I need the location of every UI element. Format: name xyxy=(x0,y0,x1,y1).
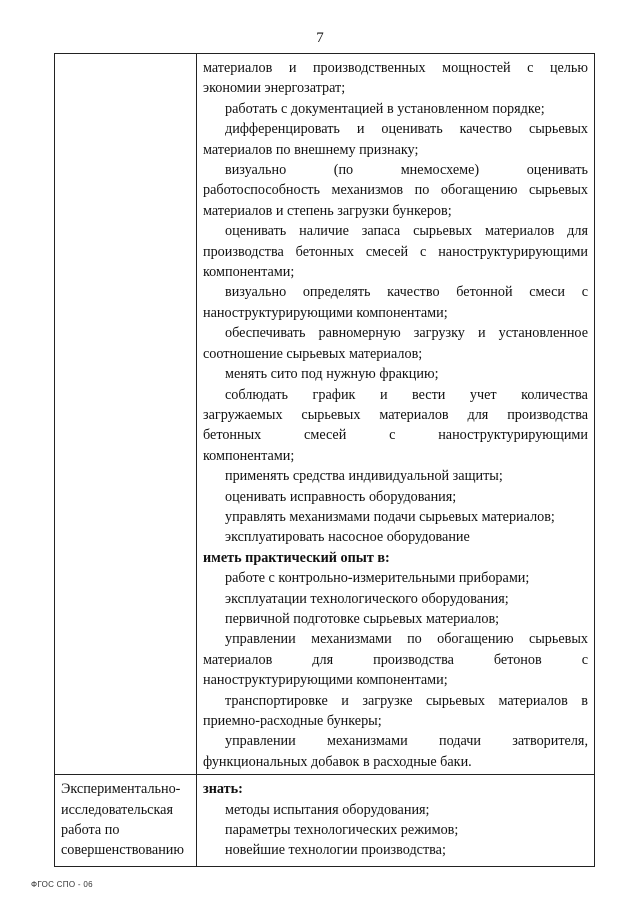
requirement-line: производства бетонных смесей с наноструктурирующими xyxy=(203,243,588,260)
requirement-line: экономии энергозатрат; xyxy=(203,80,346,97)
table-row xyxy=(55,54,595,775)
activity-name-line: исследовательская xyxy=(61,801,173,818)
requirement-line: методы испытания оборудования; xyxy=(225,801,430,818)
table-row xyxy=(55,775,595,867)
requirement-line: обеспечивать равномерную загрузку и установленное xyxy=(225,325,588,342)
requirements-cell xyxy=(197,54,595,775)
requirement-line: оценивать исправность оборудования; xyxy=(225,488,457,505)
requirement-line: менять сито под нужную фракцию; xyxy=(225,366,439,383)
requirement-line: визуально определять качество бетонной смеси с xyxy=(225,284,588,301)
requirement-line: функциональных добавок в расходные баки. xyxy=(203,753,472,770)
section-heading: иметь практический опыт в: xyxy=(203,549,390,566)
footer-code: ФГОС СПО - 06 xyxy=(31,880,93,889)
requirement-line: управлении механизмами подачи затворителя, xyxy=(225,733,588,750)
requirement-line: материалов для производства бетонов с xyxy=(203,651,588,668)
requirement-line: параметры технологических режимов; xyxy=(225,822,459,839)
section-heading: знать: xyxy=(203,781,243,798)
requirement-line: применять средства индивидуальной защиты; xyxy=(225,468,503,485)
requirement-line: наноструктурирующими компонентами; xyxy=(203,304,448,321)
page-number: 7 xyxy=(316,30,324,46)
requirement-line: работе с контрольно-измерительными приборами; xyxy=(225,570,530,587)
requirement-line: новейшие технологии производства; xyxy=(225,842,446,859)
requirement-line: управлять механизмами подачи сырьевых материалов; xyxy=(225,508,555,525)
requirement-line: компонентами; xyxy=(203,447,295,464)
requirement-line: эксплуатации технологического оборудования; xyxy=(225,590,509,607)
requirement-line: соотношение сырьевых материалов; xyxy=(203,345,423,362)
activity-name-line: работа по xyxy=(61,822,120,839)
requirement-line: приемно-расходные бункеры; xyxy=(203,713,382,729)
activity-name-line: совершенствованию xyxy=(61,842,184,859)
activity-cell xyxy=(55,54,197,775)
requirement-line: материалов по внешнему признаку; xyxy=(203,141,419,158)
activity-name-line: Экспериментально- xyxy=(61,781,181,798)
requirement-line: работать с документацией в установленном порядке; xyxy=(225,100,545,117)
requirement-line: транспортировке и загрузке сырьевых материалов в xyxy=(225,692,588,709)
requirement-line: компонентами; xyxy=(203,264,295,281)
requirement-line: визуально (по мнемосхеме) оценивать xyxy=(225,162,588,179)
requirement-line: работоспособность механизмов по обогащению сырьевых xyxy=(203,182,588,199)
requirement-line: эксплуатировать насосное оборудование xyxy=(225,529,470,546)
requirement-line: материалов и производственных мощностей с целью xyxy=(203,60,588,76)
requirement-line: загружаемых сырьевых материалов для производства xyxy=(203,406,588,423)
activity-cell xyxy=(55,775,197,867)
requirements-cell xyxy=(197,775,595,867)
requirement-line: дифференцировать и оценивать качество сырьевых xyxy=(225,121,588,138)
requirement-line: соблюдать график и вести учет количества xyxy=(225,386,588,403)
requirement-line: бетонных смесей с наноструктурирующими xyxy=(203,427,588,444)
requirement-line: материалов и степень загрузки бункеров; xyxy=(203,202,452,219)
requirement-line: наноструктурирующими компонентами; xyxy=(203,672,448,689)
requirement-line: управлении механизмами по обогащению сырьевых xyxy=(225,631,588,648)
requirement-line: первичной подготовке сырьевых материалов; xyxy=(225,610,500,627)
requirement-line: оценивать наличие запаса сырьевых материалов для xyxy=(225,223,588,240)
competency-table xyxy=(54,53,595,867)
